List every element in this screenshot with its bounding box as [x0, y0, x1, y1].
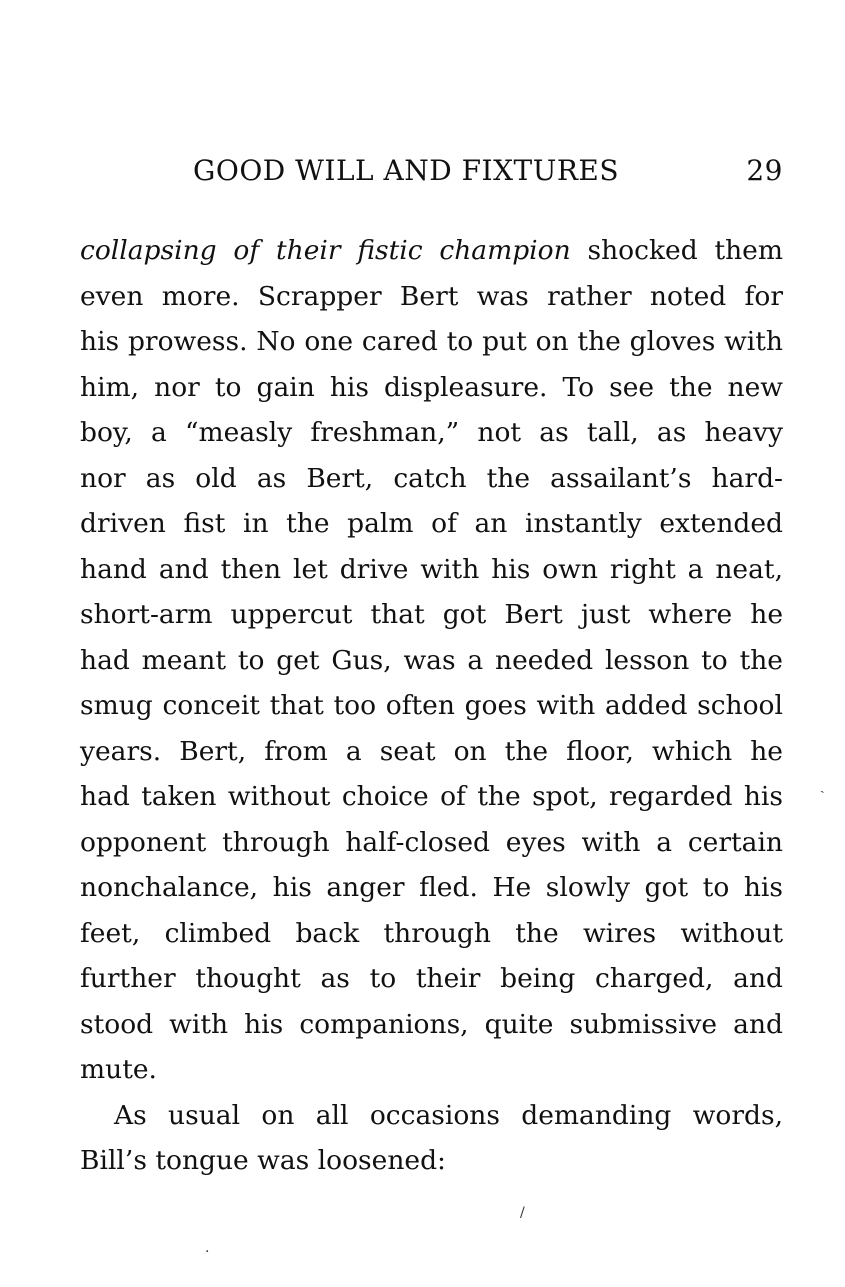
text-line: stood with his companions, quite submissive and — [80, 1008, 783, 1040]
text-line: driven fist in the palm of an instantly extended — [80, 508, 783, 539]
text-line: feet, climbed back through the wires without — [80, 917, 783, 949]
italic-phrase: collapsing of their fistic champion — [80, 235, 571, 266]
text-line: mute. — [80, 1054, 157, 1085]
text-line: had meant to get Gus, was a needed lesson to the — [80, 644, 783, 676]
text-fragment: shocked them — [570, 235, 783, 266]
text-line: years. Bert, from a seat on the floor, which he — [80, 735, 783, 767]
text-line: nor as old as Bert, catch the assailant’s hard- — [80, 462, 783, 494]
page-number: 29 — [746, 154, 783, 187]
text-line: hand and then let drive with his own right a neat, — [80, 553, 783, 585]
text-line: Bill’s tongue was loosened: — [80, 1145, 446, 1176]
text-line — [80, 228, 783, 274]
text-line: short-arm uppercut that got Bert just where he — [80, 599, 783, 630]
text-line: smug conceit that too often goes with added school — [80, 690, 783, 721]
stray-print-mark: / — [520, 1205, 525, 1221]
text-line: opponent through half-closed eyes with a certain — [80, 826, 783, 858]
text-line: his prowess. No one cared to put on the gloves with — [80, 326, 783, 357]
stray-print-mark: . — [205, 1240, 210, 1256]
text-line: As usual on all occasions demanding words, — [114, 1099, 783, 1131]
running-title: GOOD WILL AND FIXTURES — [193, 154, 620, 187]
text-line: nonchalance, his anger fled. He slowly got to his — [80, 872, 783, 903]
running-header — [80, 154, 783, 194]
text-line: boy, a “measly freshman,” not as tall, as heavy — [80, 417, 783, 448]
text-line: even more. Scrapper Bert was rather noted for — [80, 280, 783, 312]
text-line: had taken without choice of the spot, regarded his — [80, 781, 783, 812]
body-text — [80, 228, 783, 1184]
text-line: further thought as to their being charged, and — [80, 963, 783, 994]
text-line: him, nor to gain his displeasure. To see the new — [80, 371, 783, 403]
stray-print-mark: ˎ — [820, 778, 825, 794]
